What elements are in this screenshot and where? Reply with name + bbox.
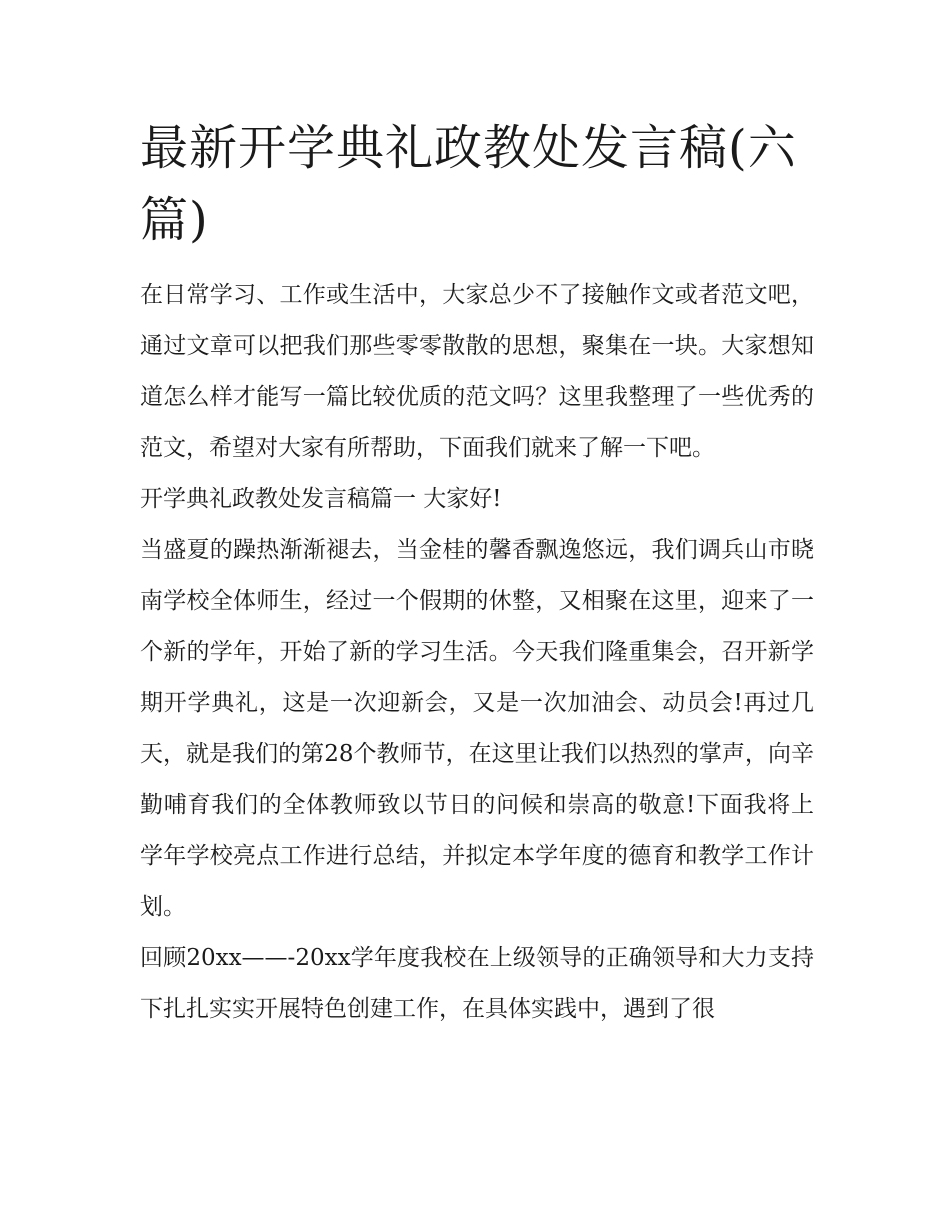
document-title: 最新开学典礼政教处发言稿(六篇)	[140, 120, 797, 248]
body-paragraph: 当盛夏的躁热渐渐褪去，当金桂的馨香飘逸悠远，我们调兵山市晓南学校全体师生，经过一个假期的休整，又相聚在这里，迎来了一个新的学年，开始了新的学习生活。今天我们隆重集会，召开新学期开学典礼，这是一次迎新会，又是一次加油会、动员会!再过几天，就是我们的第28个教师节，在这里让我们以热烈的掌声，向辛勤哺育我们的全体教师致以节日的问候和崇高的敬意!下面我将上学年学校亮点工作进行总结，并拟定本学年度的德育和教学工作计划。	[140, 537, 814, 920]
intro-paragraph: 在日常学习、工作或生活中，大家总少不了接触作文或者范文吧，通过文章可以把我们那些零零散散的思想，聚集在一块。大家想知道怎么样才能写一篇比较优质的范文吗？这里我整理了一些优秀的范文，希望对大家有所帮助，下面我们就来了解一下吧。	[140, 282, 814, 461]
document-page	[140, 112, 814, 1035]
section-heading-paragraph: 开学典礼政教处发言稿篇一 大家好!	[140, 486, 502, 512]
review-paragraph: 回顾20xx——-20xx学年度我校在上级领导的正确领导和大力支持下扎扎实实开展特色创建工作，在具体实践中，遇到了很	[140, 945, 814, 1022]
